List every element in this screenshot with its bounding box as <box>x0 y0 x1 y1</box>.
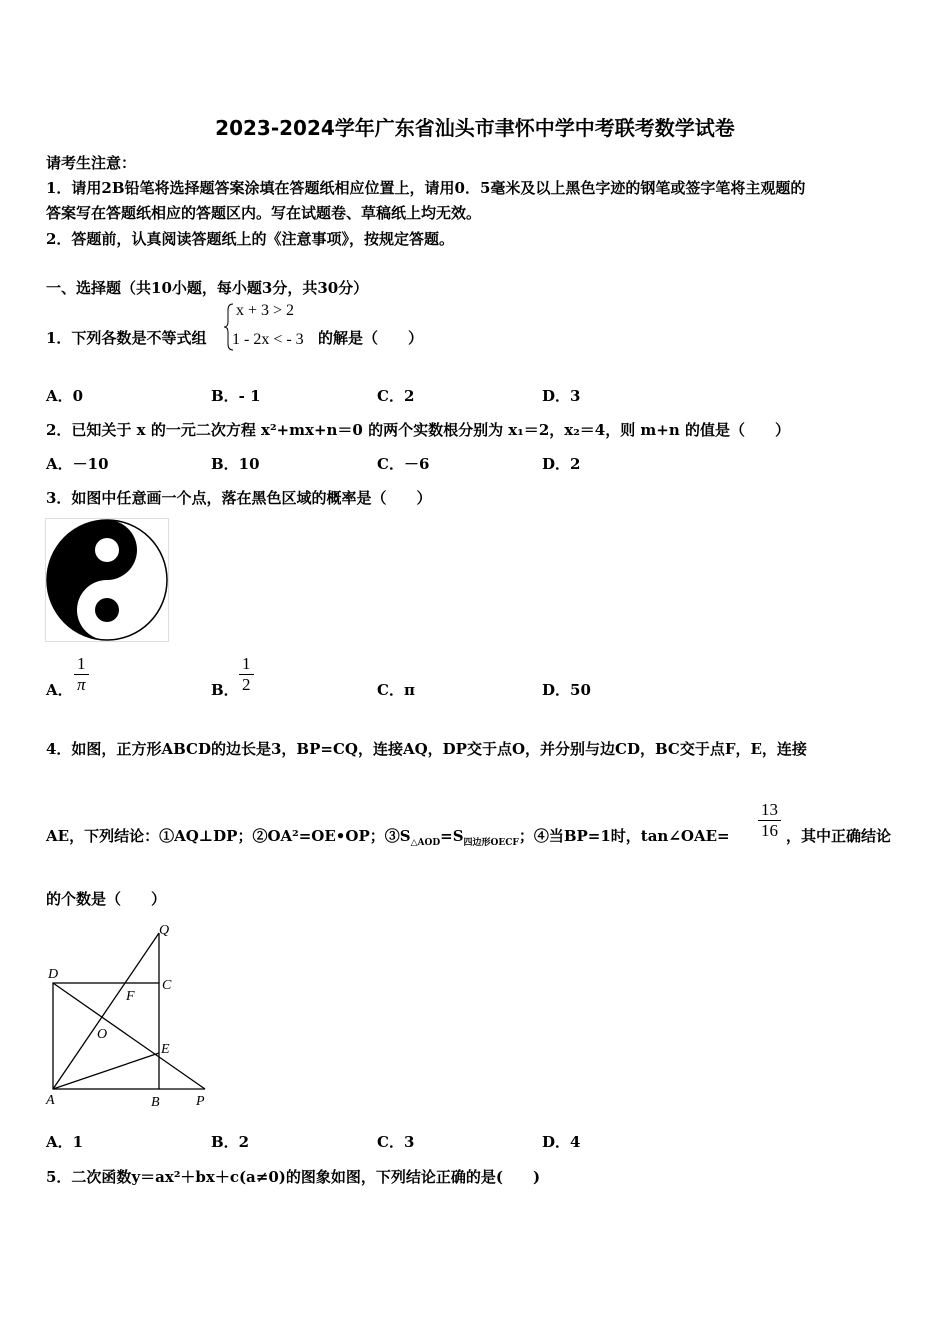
q3-option-b-fraction <box>239 654 254 695</box>
q2-option-d: D．2 <box>542 455 581 473</box>
fraction-numerator: 13 <box>758 800 781 821</box>
q4-option-c: C．3 <box>377 1133 415 1151</box>
q2-option-a: A．－10 <box>46 455 109 473</box>
q4-line-3: 的个数是（ ） <box>46 890 167 908</box>
q4-subscript-2: 四边形OECF <box>463 838 519 848</box>
q1-option-a: A．0 <box>46 387 84 405</box>
fraction-denominator: 16 <box>761 821 778 840</box>
q3-option-b-label: B． <box>211 681 239 699</box>
q4-line-2d: ，其中正确结论 <box>786 827 892 845</box>
q4-subscript-1: △AOD <box>410 838 441 848</box>
q1-inequality-1: x + 3 > 2 <box>236 302 295 319</box>
notice-heading: 请考生注意： <box>46 154 137 172</box>
q5-stem: 5．二次函数y＝ax²＋bx＋c(a≠0)的图象如图，下列结论正确的是( ) <box>46 1168 541 1186</box>
label-c: C <box>162 978 172 993</box>
q1-suffix: 的解是（ ） <box>318 329 424 347</box>
q1-option-c: C．2 <box>377 387 415 405</box>
notice-line-1: 1．请用2B铅笔将选择题答案涂填在答题纸相应位置上，请用0．5毫米及以上黑色字迹的钢笔或签字笔将主观题的 <box>46 179 806 197</box>
label-a: A <box>46 1093 55 1108</box>
q4-tan-fraction <box>758 800 781 841</box>
q4-line-2c: ；④当BP=1时，tan∠OAE= <box>518 827 730 845</box>
q2-stem: 2．已知关于 x 的一元二次方程 x²+mx+n＝0 的两个实数根分别为 x₁＝2，x₂＝4，则 m+n 的值是（ ） <box>46 421 790 439</box>
page-title: 2023-2024学年广东省汕头市聿怀中学中考联考数学试卷 <box>215 116 735 140</box>
q3-option-a-label: A． <box>46 681 73 699</box>
q1-option-b: B．- 1 <box>211 387 261 405</box>
square-geometry-figure <box>40 920 220 1115</box>
label-d: D <box>48 967 59 982</box>
q3-option-c: C．π <box>377 681 415 699</box>
fraction-numerator: 1 <box>74 654 89 675</box>
fraction-denominator: 2 <box>242 675 251 694</box>
fraction-numerator: 1 <box>239 654 254 675</box>
q1-inequality-2: 1 - 2x < - 3 <box>232 331 304 348</box>
q4-line-1: 4．如图，正方形ABCD的边长是3，BP=CQ，连接AQ，DP交于点O，并分别与边CD，BC交于点F，E，连接 <box>46 740 807 758</box>
notice-line-1b: 答案写在答题纸相应的答题区内。写在试题卷、草稿纸上均无效。 <box>46 204 482 222</box>
q2-option-c: C．－6 <box>377 455 430 473</box>
q1-option-d: D．3 <box>542 387 581 405</box>
section-heading: 一、选择题（共10小题，每小题3分，共30分） <box>46 279 369 297</box>
q4-line-2b: =S <box>440 827 464 845</box>
q4-option-a: A．1 <box>46 1133 84 1151</box>
yin-yang-figure <box>45 518 169 642</box>
label-q: Q <box>159 923 170 938</box>
label-f: F <box>126 989 135 1004</box>
label-b: B <box>151 1095 160 1110</box>
q4-line-2a: AE，下列结论：①AQ⊥DP；②OA²=OE•OP；③S <box>46 827 411 845</box>
q4-option-d: D．4 <box>542 1133 581 1151</box>
q3-option-d: D．50 <box>542 681 591 699</box>
q3-option-a-fraction <box>74 654 89 695</box>
q4-option-b: B．2 <box>211 1133 250 1151</box>
label-p: P <box>196 1094 205 1109</box>
fraction-denominator: π <box>76 675 86 694</box>
q2-option-b: B．10 <box>211 455 260 473</box>
label-o: O <box>97 1027 108 1042</box>
notice-line-2: 2．答题前，认真阅读答题纸上的《注意事项》，按规定答题。 <box>46 230 454 248</box>
label-e: E <box>161 1042 170 1057</box>
q4-line-2 <box>46 825 730 848</box>
q3-stem: 3．如图中任意画一个点，落在黑色区域的概率是（ ） <box>46 489 432 507</box>
q1-prefix: 1．下列各数是不等式组 <box>46 329 207 347</box>
